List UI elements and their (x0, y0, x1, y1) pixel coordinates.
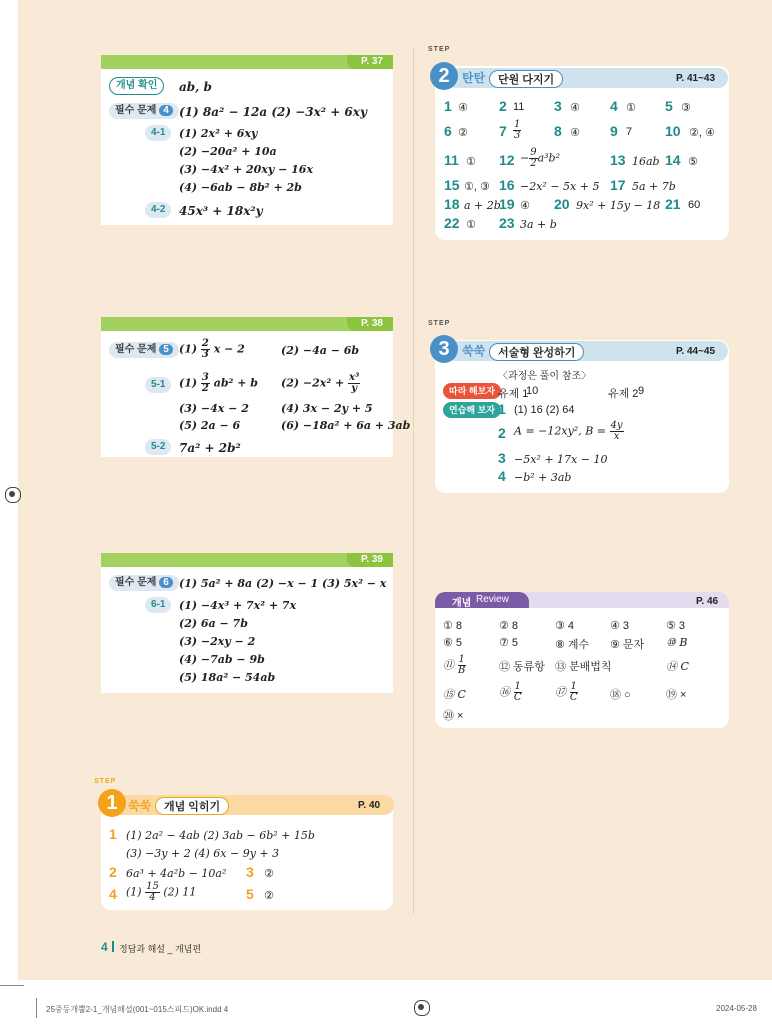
q-number: 10 (665, 123, 681, 139)
q-answer: 5a + 7b (632, 180, 676, 193)
sub5-1-a3: (3) −4x − 2 (179, 402, 249, 415)
step-label: STEP (428, 46, 451, 53)
step2-page: P. 41~43 (676, 73, 716, 84)
q-number: 1 (109, 826, 117, 842)
step1-page: P. 40 (358, 800, 381, 811)
q-answer: ①, ③ (464, 181, 490, 193)
page-number: 4 (101, 940, 108, 954)
review-item: ② 8 (499, 620, 519, 632)
follow-tag: 따라 해보자 (443, 383, 501, 399)
q-answer: 11 (513, 101, 525, 113)
review-page: P. 46 (696, 596, 719, 607)
q-number: 12 (499, 152, 515, 168)
answer-panel-p38 (101, 317, 411, 457)
q-number: 21 (665, 196, 681, 212)
review-item: ⑨ 문자 (610, 639, 645, 651)
q-number: 5 (665, 98, 673, 114)
step-label: STEP (94, 778, 117, 785)
q-number: 1 (444, 98, 452, 114)
step-label: STEP (428, 320, 451, 327)
q-number: 2 (498, 425, 506, 441)
sub5-1-a4: (4) 3x − 2y + 5 (281, 402, 373, 415)
review-title-en: Review (476, 594, 509, 605)
sub4-1-line: (2) −20a² + 10a (179, 145, 277, 158)
sub4-1-line: (4) −6ab − 8b² + 2b (179, 181, 302, 194)
footer-section: 정답과 해설 _ 개념편 (119, 944, 202, 954)
q-number: 9 (610, 123, 618, 139)
step1-title: 개념 익히기 (155, 797, 229, 815)
sub6-1-line: (2) 6a − 7b (179, 617, 248, 630)
column-divider (413, 48, 414, 914)
sub6-1-line: (3) −2xy − 2 (179, 635, 256, 648)
page-ref: P. 39 (347, 553, 393, 567)
q-answer: ① (466, 219, 476, 231)
q-answer: ⑤ (688, 156, 698, 168)
q-number: 4 (498, 468, 506, 484)
q3-answer: ② (264, 868, 274, 880)
q-answer: 9x² + 15y − 18 (576, 199, 661, 212)
step2-number: 2 (430, 62, 458, 90)
q-number: 17 (610, 177, 626, 193)
practice-q2-answer: A = −12xy², B = $\frac{4y}{x}$ (514, 420, 623, 442)
review-item: ⑪ $\frac{1}{B}$ (443, 654, 466, 676)
registration-mark-dot (418, 1004, 424, 1010)
review-title-kr: 개념 (452, 598, 472, 609)
registration-mark-dot (9, 491, 15, 497)
review-item: ⑱ ○ (610, 689, 631, 701)
q-number: 22 (444, 215, 460, 231)
review-item: ⑮ C (443, 688, 466, 701)
sub6-1-line: (5) 18a² − 54ab (179, 671, 276, 684)
q-answer: ④ (520, 200, 530, 212)
q-answer: ③ (681, 102, 691, 114)
q1-answer-a: (1) 2a² − 4ab (2) 3ab − 6b² + 15b (126, 829, 315, 842)
q-number: 18 (444, 196, 460, 212)
q-number: 5 (246, 886, 254, 902)
follow-p1-label: 유제 1 (498, 388, 529, 400)
answer-panel-p39 (101, 553, 393, 693)
required-problem-tag: 필수 문제 6 (109, 575, 179, 591)
q1-answer-b: (3) −3y + 2 (4) 6x − 9y + 3 (126, 847, 280, 860)
concept-check-tag: 개념 확인 (109, 77, 164, 95)
step3-number: 3 (430, 335, 458, 363)
required4-answer: (1) 8a² − 12a (2) −3x² + 6xy (179, 105, 367, 119)
slug-date: 2024-05-28 (716, 1004, 757, 1013)
step3-page: P. 44~45 (676, 346, 716, 357)
q-answer: ④ (570, 127, 580, 139)
review-item: ⑦ 5 (499, 637, 519, 649)
step2-title: 단원 다지기 (489, 70, 563, 88)
q-answer: 16ab (632, 155, 660, 168)
q-number: 7 (499, 123, 507, 139)
q-number: 2 (109, 864, 117, 880)
practice-q1-answer: (1) 16 (2) 64 (514, 404, 575, 416)
follow-p1-value: 10 (526, 385, 539, 397)
review-item: ⑬ 분배법칙 (555, 661, 612, 673)
practice-q3-answer: −5x² + 17x − 10 (514, 453, 608, 466)
sub5-1-a6: (6) −18a² + 6a + 3ab (281, 419, 411, 432)
review-item: ⑭ C (666, 660, 689, 673)
review-item: ⑧ 계수 (555, 639, 590, 651)
q-answer: $\frac{1}{3}$ (514, 119, 521, 141)
review-item: ⑯ $\frac{1}{C}$ (499, 681, 522, 703)
review-item: ⑳ × (443, 710, 464, 722)
q-answer: ④ (458, 102, 468, 114)
sub5-1-a5: (5) 2a − 6 (179, 419, 241, 432)
required5-answer-1: (1) $\frac{2}{3}$ x − 2 (179, 338, 245, 360)
q-answer: −2x² − 5x + 5 (520, 180, 600, 193)
q-number: 4 (109, 886, 117, 902)
q-answer: ① (626, 102, 636, 114)
q-answer: 7 (626, 126, 633, 138)
q-number: 4 (610, 98, 618, 114)
review-item: ① 8 (443, 620, 463, 632)
q-number: 3 (246, 864, 254, 880)
q-number: 16 (499, 177, 515, 193)
q-number: 3 (554, 98, 562, 114)
required6-answer: (1) 5a² + 8a (2) −x − 1 (3) 5x² − x (179, 577, 387, 590)
q-number: 23 (499, 215, 515, 231)
sub-label: 6-1 (145, 597, 171, 613)
follow-p2-value: 9 (638, 385, 645, 397)
step3-title: 서술형 완성하기 (489, 343, 584, 361)
slug-file: 25중등개뿔2-1_개념해설(001~015스피드)OK.indd 4 (46, 1005, 229, 1014)
q-number: 2 (499, 98, 507, 114)
sub-label: 4-2 (145, 202, 171, 218)
step3-brand: 쑥쑥 (462, 344, 486, 358)
q-number: 6 (444, 123, 452, 139)
sub4-1-line: (1) 2x² + 6xy (179, 127, 258, 140)
q-number: 11 (444, 152, 459, 168)
q-answer: ④ (570, 102, 580, 114)
footer-divider (112, 941, 114, 952)
step2-brand: 탄탄 (462, 71, 486, 85)
q-number: 15 (444, 177, 460, 193)
q-number: 19 (499, 196, 515, 212)
follow-p2-label: 유제 2 (608, 388, 639, 400)
answer-panel-p37 (101, 55, 393, 225)
required-problem-tag: 필수 문제 5 (109, 342, 179, 358)
q-answer: ① (466, 156, 476, 168)
sub5-2-answer: 7a² + 2b² (179, 441, 241, 455)
review-item: ⑫ 동류항 (499, 661, 545, 673)
sub5-1-a1: (1) $\frac{3}{2}$ ab² + b (179, 372, 258, 394)
sub6-1-line: (4) −7ab − 9b (179, 653, 265, 666)
q-answer: 3a + b (520, 218, 557, 231)
crop-mark (0, 985, 24, 986)
practice-tag: 연습해 보자 (443, 402, 501, 418)
q4-answer: (1) $\frac{15}{4}$ (2) 11 (126, 881, 197, 903)
sub-label: 5-1 (145, 377, 171, 393)
q-number: 1 (498, 401, 506, 417)
practice-q4-answer: −b² + 3ab (514, 471, 572, 484)
page-ref: P. 37 (347, 55, 393, 69)
review-item: ⑲ × (666, 689, 687, 701)
step1-number: 1 (98, 789, 126, 817)
q5-answer: ② (264, 890, 274, 902)
review-item: ⑤ 3 (666, 620, 686, 632)
review-item: ⑰ $\frac{1}{C}$ (555, 681, 578, 703)
q-number: 13 (610, 152, 626, 168)
q-number: 8 (554, 123, 562, 139)
required-problem-tag: 필수 문제 4 (109, 103, 179, 119)
review-item: ⑥ 5 (443, 637, 463, 649)
step2-panel (435, 66, 729, 240)
review-item: ③ 4 (555, 620, 575, 632)
sub4-1-line: (3) −4x² + 20xy − 16x (179, 163, 314, 176)
concept-check-answer: ab, b (179, 80, 212, 94)
q-answer: ② (458, 127, 468, 139)
q-answer: ②, ④ (689, 127, 715, 139)
sub4-2-answer: 45x³ + 18x²y (179, 204, 263, 218)
sub6-1-line: (1) −4x³ + 7x² + 7x (179, 599, 297, 612)
step1-brand: 쑥쑥 (128, 799, 152, 813)
required5-answer-2: (2) −4a − 6b (281, 344, 360, 357)
sub-label: 5-2 (145, 439, 171, 455)
sub5-1-a2: (2) −2x² + $\frac{\text{x³}}{y}$ (281, 372, 360, 394)
q-number: 14 (665, 152, 681, 168)
q-answer: a + 2b (464, 199, 501, 212)
q2-answer: 6a³ + 4a²b − 10a² (126, 867, 227, 880)
q-number: 20 (554, 196, 570, 212)
step3-note: 〈과정은 풀이 참조〉 (498, 371, 592, 382)
page-ref: P. 38 (347, 317, 393, 331)
review-item: ⑩ B (666, 636, 688, 649)
q-answer: − $\frac{9}{2}$ a³b² (520, 147, 561, 169)
sub-label: 4-1 (145, 125, 171, 141)
q-answer: 60 (688, 199, 701, 211)
crop-mark (36, 998, 37, 1018)
review-item: ④ 3 (610, 620, 630, 632)
q-number: 3 (498, 450, 506, 466)
